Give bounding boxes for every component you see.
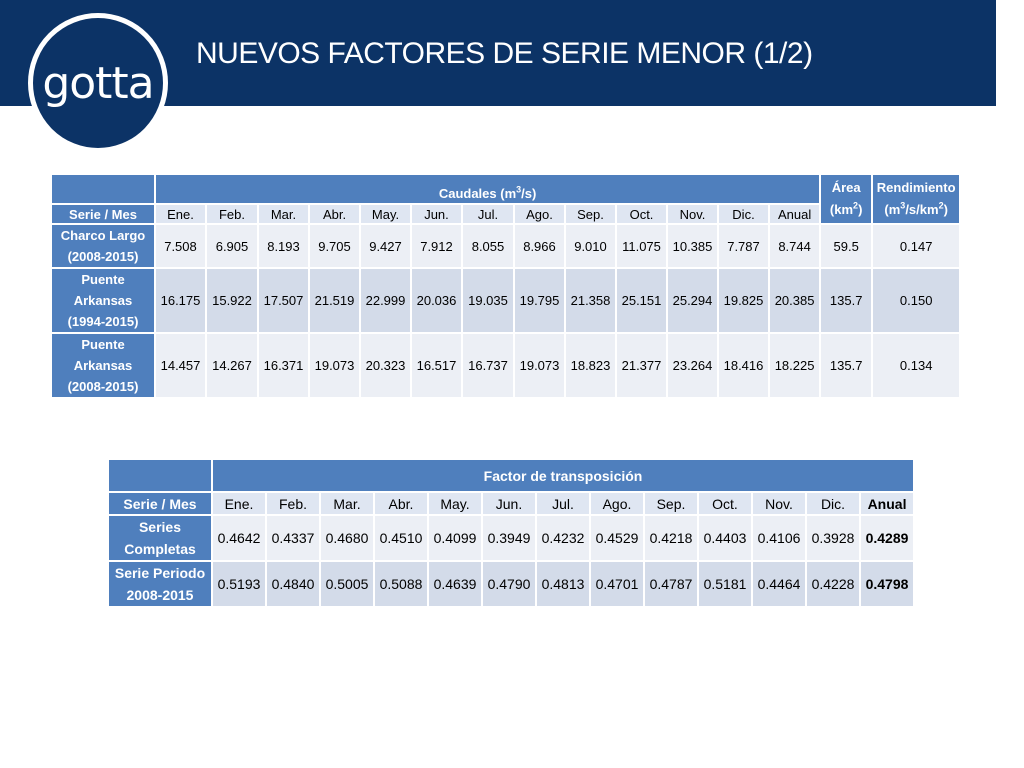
value-cell: 16.371	[259, 334, 310, 399]
area-cell: 135.7	[821, 269, 873, 334]
value-cell: 25.294	[668, 269, 719, 334]
table-row	[52, 334, 961, 399]
gotta-logo	[28, 13, 168, 153]
value-cell: 8.055	[463, 225, 515, 269]
month-header: Anual	[861, 493, 915, 516]
annual-value-cell: 0.4798	[861, 562, 915, 608]
month-header: Ago.	[515, 205, 566, 225]
value-cell: 14.267	[207, 334, 259, 399]
value-cell: 0.4403	[699, 516, 753, 562]
value-cell: 6.905	[207, 225, 259, 269]
value-cell: 0.4529	[591, 516, 645, 562]
value-cell: 25.151	[617, 269, 668, 334]
value-cell: 19.073	[515, 334, 566, 399]
table-row	[109, 562, 915, 608]
value-cell: 0.4106	[753, 516, 807, 562]
value-cell: 0.4813	[537, 562, 591, 608]
value-cell: 20.385	[770, 269, 821, 334]
value-cell: 18.416	[719, 334, 770, 399]
month-header: Ago.	[591, 493, 645, 516]
value-cell: 0.4701	[591, 562, 645, 608]
rendimiento-header: Rendimiento $(m^3/s/km^2)$	[873, 175, 961, 225]
value-cell: 19.795	[515, 269, 566, 334]
caudales-corner-cell	[52, 175, 156, 205]
value-cell: 0.4840	[267, 562, 321, 608]
value-cell: 0.4787	[645, 562, 699, 608]
value-cell: 0.4642	[213, 516, 267, 562]
month-header: Sep.	[645, 493, 699, 516]
serie-mes-header: Serie / Mes	[52, 205, 156, 225]
value-cell: 19.825	[719, 269, 770, 334]
value-cell: 20.323	[361, 334, 412, 399]
value-cell: 9.427	[361, 225, 412, 269]
value-cell: 0.5088	[375, 562, 429, 608]
value-cell: 23.264	[668, 334, 719, 399]
value-cell: 7.508	[156, 225, 207, 269]
value-cell: 0.3928	[807, 516, 861, 562]
row-header: Puente Arkansas (2008-2015)	[52, 334, 156, 399]
value-cell: 0.4218	[645, 516, 699, 562]
value-cell: 7.787	[719, 225, 770, 269]
month-header: Mar.	[321, 493, 375, 516]
month-header: Nov.	[753, 493, 807, 516]
value-cell: 0.5005	[321, 562, 375, 608]
logo-text: gotta	[42, 58, 154, 109]
value-cell: 21.377	[617, 334, 668, 399]
rendimiento-cell: 0.134	[873, 334, 961, 399]
value-cell: 20.036	[412, 269, 463, 334]
month-header: Feb.	[207, 205, 259, 225]
value-cell: 9.010	[566, 225, 617, 269]
rendimiento-cell: 0.147	[873, 225, 961, 269]
month-header: Mar.	[259, 205, 310, 225]
month-header: Feb.	[267, 493, 321, 516]
value-cell: 8.193	[259, 225, 310, 269]
value-cell: 19.035	[463, 269, 515, 334]
value-cell: 18.823	[566, 334, 617, 399]
month-header: Jun.	[412, 205, 463, 225]
month-header: Dic.	[807, 493, 861, 516]
value-cell: 0.4099	[429, 516, 483, 562]
row-header: Serie Periodo 2008-2015	[109, 562, 213, 608]
month-header: Dic.	[719, 205, 770, 225]
value-cell: 0.5181	[699, 562, 753, 608]
month-header: Abr.	[310, 205, 361, 225]
serie-mes-header: Serie / Mes	[109, 493, 213, 516]
row-header: Charco Largo (2008-2015)	[52, 225, 156, 269]
month-header: Sep.	[566, 205, 617, 225]
value-cell: 16.737	[463, 334, 515, 399]
caudales-table	[52, 175, 961, 399]
value-cell: 0.4790	[483, 562, 537, 608]
value-cell: 9.705	[310, 225, 361, 269]
value-cell: 8.744	[770, 225, 821, 269]
value-cell: 21.358	[566, 269, 617, 334]
area-header: Área $(km^2)$	[821, 175, 873, 225]
factor-group-header: Factor de transposición	[213, 460, 915, 493]
month-header: Oct.	[699, 493, 753, 516]
factor-transposicion-table	[109, 460, 915, 608]
value-cell: 7.912	[412, 225, 463, 269]
month-header: Abr.	[375, 493, 429, 516]
area-cell: 135.7	[821, 334, 873, 399]
row-header: Series Completas	[109, 516, 213, 562]
value-cell: 0.4510	[375, 516, 429, 562]
table-row	[109, 516, 915, 562]
value-cell: 0.5193	[213, 562, 267, 608]
month-header: Oct.	[617, 205, 668, 225]
value-cell: 0.4680	[321, 516, 375, 562]
value-cell: 19.073	[310, 334, 361, 399]
area-cell: 59.5	[821, 225, 873, 269]
value-cell: 11.075	[617, 225, 668, 269]
value-cell: 18.225	[770, 334, 821, 399]
month-header: Jul.	[463, 205, 515, 225]
table-row	[52, 225, 961, 269]
annual-value-cell: 0.4289	[861, 516, 915, 562]
table-row	[52, 269, 961, 334]
month-header: Ene.	[213, 493, 267, 516]
value-cell: 22.999	[361, 269, 412, 334]
value-cell: 0.4228	[807, 562, 861, 608]
value-cell: 16.175	[156, 269, 207, 334]
value-cell: 21.519	[310, 269, 361, 334]
value-cell: 10.385	[668, 225, 719, 269]
month-header: Ene.	[156, 205, 207, 225]
month-header: Jul.	[537, 493, 591, 516]
value-cell: 0.4464	[753, 562, 807, 608]
rendimiento-cell: 0.150	[873, 269, 961, 334]
row-header: Puente Arkansas (1994-2015)	[52, 269, 156, 334]
value-cell: 0.4639	[429, 562, 483, 608]
value-cell: 16.517	[412, 334, 463, 399]
value-cell: 0.3949	[483, 516, 537, 562]
value-cell: 0.4232	[537, 516, 591, 562]
month-header: May.	[361, 205, 412, 225]
value-cell: 17.507	[259, 269, 310, 334]
month-header: Jun.	[483, 493, 537, 516]
value-cell: 14.457	[156, 334, 207, 399]
value-cell: 8.966	[515, 225, 566, 269]
value-cell: 0.4337	[267, 516, 321, 562]
caudales-group-header: Caudales $(m^3/s)$	[156, 175, 821, 205]
slide-title: NUEVOS FACTORES DE SERIE MENOR (1/2)	[196, 37, 813, 70]
factor-corner-cell	[109, 460, 213, 493]
value-cell: 15.922	[207, 269, 259, 334]
month-header: May.	[429, 493, 483, 516]
month-header: Anual	[770, 205, 821, 225]
month-header: Nov.	[668, 205, 719, 225]
